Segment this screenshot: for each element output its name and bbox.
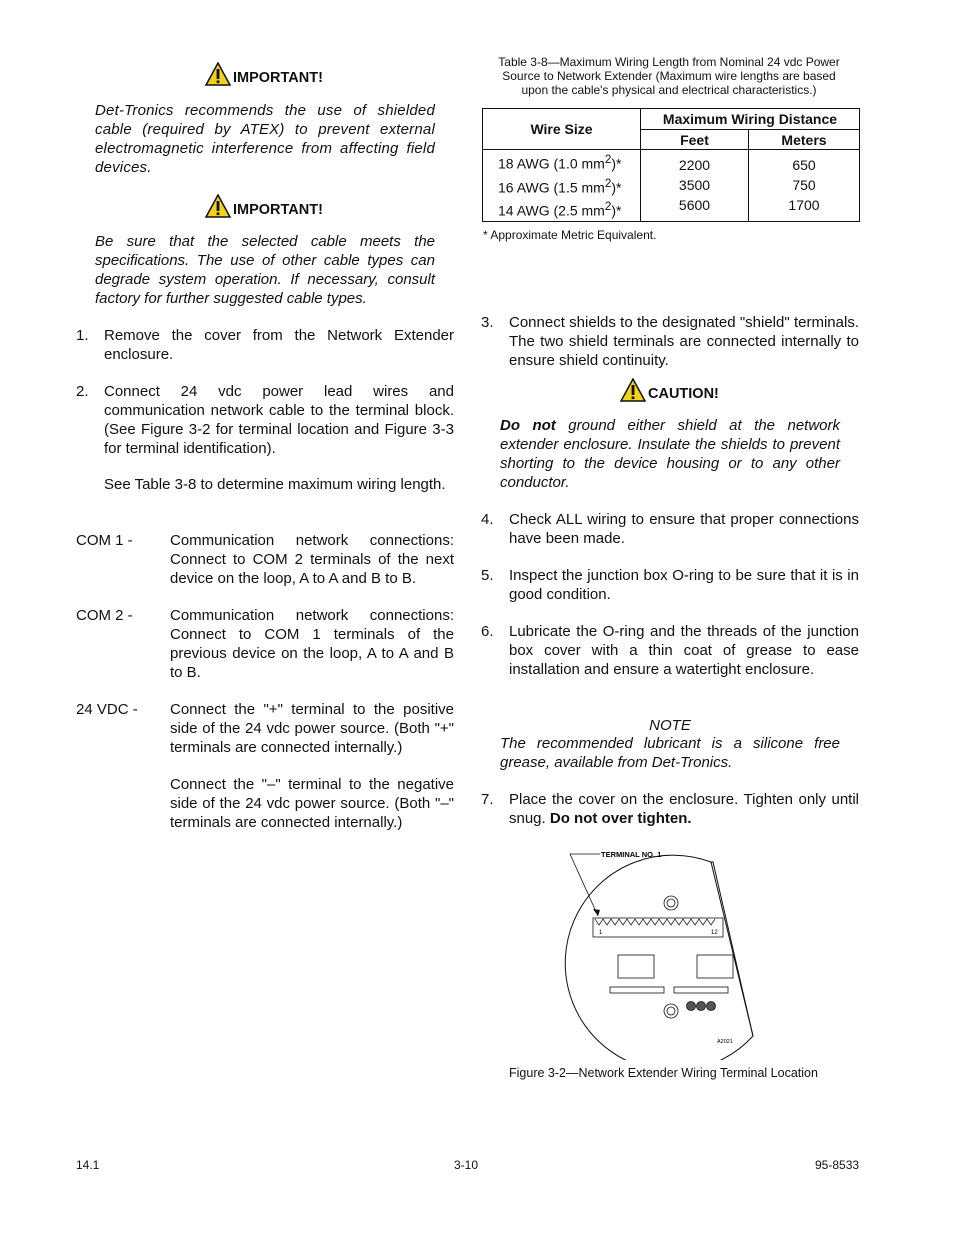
indicator-1	[687, 1002, 696, 1011]
step-2-table-reference: See Table 3-8 to determine maximum wiring length.	[104, 476, 446, 493]
vdc-item	[76, 700, 454, 760]
indicator-3	[707, 1002, 716, 1011]
caution-body: ground either shield at the network extender enclosure. Insulate the shields to prevent shorting to the device housing or to any other conductor.	[500, 417, 841, 491]
wire-size-cell	[483, 150, 641, 222]
terminal-first-label: 1	[599, 930, 603, 936]
table-footnote: * Approximate Metric Equivalent.	[483, 228, 657, 242]
important-text-1: Det-Tronics recommends the use of shielded cable (required by ATEX) to prevent external electromagnetic interference from affecting field devices.	[95, 102, 435, 176]
warning-triangle-icon	[620, 378, 646, 402]
terminal-location-figure	[560, 840, 860, 1060]
table-row: 16 AWG (1.5 $mm^2)*$	[498, 176, 622, 196]
step-text: Place the cover on the enclosure. Tighten only until snug. Do not over tighten.	[509, 791, 859, 827]
step-number: 6.	[481, 623, 494, 640]
step-number: 2.	[76, 383, 89, 400]
step-4	[481, 510, 859, 550]
com1-label: COM 1 -	[76, 532, 133, 549]
step-text: Check ALL wiring to ensure that proper connections have been made.	[509, 511, 859, 547]
header-wire-size: Wire Size	[483, 109, 641, 150]
vdc-label: 24 VDC -	[76, 701, 138, 718]
table-row: 14 AWG (2.5 $mm^2)*$	[498, 200, 622, 219]
screw-bottom-icon	[664, 1004, 678, 1018]
table-caption: Table 3-8—Maximum Wiring Length from Nominal 24 vdc Power Source to Network Extender (Maximum wire lengths are based upon the cable's physical and electrical characteristics.)	[498, 55, 840, 97]
terminal-last-label: 12	[711, 930, 718, 936]
component-right	[697, 955, 733, 978]
feet-cell: 2200 3500 5600	[641, 150, 749, 222]
step-6	[481, 622, 859, 702]
step-text: Connect 24 vdc power lead wires and communication network cable to the terminal block. (See Figure 3-2 for terminal location and Figure 3-3 for terminal identification).	[104, 383, 454, 457]
meters-cell: 650 750 1700	[749, 150, 860, 222]
figure-code: A2021	[717, 1039, 733, 1045]
step-2	[76, 382, 454, 462]
caution-heading: CAUTION!	[620, 378, 719, 402]
step-number: 7.	[481, 791, 494, 808]
com1-item	[76, 531, 454, 591]
leader-arrowhead	[593, 909, 600, 916]
vdc-text: Connect the "+" terminal to the positive side of the 24 vdc power source. (Both "+" terminals are connected internally.)	[170, 701, 454, 756]
connector-right	[674, 987, 728, 993]
enclosure-outline	[565, 855, 753, 1060]
important-heading-1: IMPORTANT!	[205, 62, 323, 86]
component-left	[618, 955, 654, 978]
terminal-no-1-label: TERMINAL NO. 1	[601, 850, 662, 859]
step-number: 1.	[76, 327, 89, 344]
warning-triangle-icon	[205, 194, 231, 218]
header-feet: Feet	[641, 130, 749, 150]
figure-caption: Figure 3-2—Network Extender Wiring Terminal Location	[509, 1066, 818, 1080]
step-5	[481, 566, 859, 606]
enclosure-edge	[711, 862, 753, 1036]
table-row: 18 AWG (1.0 $mm^2)*$	[498, 153, 622, 172]
step-text: Inspect the junction box O-ring to be sure that it is in good condition.	[509, 567, 859, 603]
note-text: The recommended lubricant is a silicone free grease, available from Det-Tronics.	[500, 735, 840, 771]
step-3	[481, 313, 859, 373]
leader-line	[570, 854, 598, 916]
step-1	[76, 326, 454, 366]
important-text-2: Be sure that the selected cable meets the specifications. The use of other cable types can degrade system operation. If necessary, consult factory for further suggested cable types.	[95, 233, 435, 307]
footer-document-number: 95-8533	[815, 1158, 860, 1172]
indicator-2	[697, 1002, 706, 1011]
vdc-negative-text: Connect the "–" terminal to the negative side of the 24 vdc power source. (Both "–" terminals are connected internally.)	[170, 776, 454, 831]
connector-left	[610, 987, 664, 993]
com2-label: COM 2 -	[76, 607, 133, 624]
terminal-teeth	[595, 919, 715, 925]
step-7	[481, 790, 859, 830]
important-heading-2: IMPORTANT!	[205, 194, 323, 218]
step-number: 4.	[481, 511, 494, 528]
com2-text: Communication network connections: Connect to COM 1 terminals of the previous device on the loop, A to A and B to B.	[170, 607, 454, 681]
header-meters: Meters	[749, 130, 860, 150]
screw-top-icon	[664, 896, 678, 910]
caution-bold-lead: Do not	[500, 417, 556, 434]
note-heading: NOTE	[649, 717, 691, 734]
step-number: 5.	[481, 567, 494, 584]
header-max-distance: Maximum Wiring Distance	[641, 109, 860, 130]
step-7-warning: Do not over tighten.	[549, 810, 692, 827]
wiring-table	[482, 108, 860, 222]
step-number: 3.	[481, 314, 494, 331]
warning-triangle-icon	[205, 62, 231, 86]
step-text: Lubricate the O-ring and the threads of the junction box cover with a thin coat of grease to ease installation and ensure a watertight enclosure.	[509, 623, 859, 678]
caution-text	[500, 416, 840, 492]
step-text: Remove the cover from the Network Extender enclosure.	[104, 327, 454, 363]
footer-page-number: 3-10	[454, 1158, 479, 1172]
footer-left: 14.1	[76, 1158, 100, 1172]
com1-text: Communication network connections: Connect to COM 2 terminals of the next device on the loop, A to A and B to B.	[170, 532, 454, 587]
com2-item	[76, 606, 454, 686]
step-text: Connect shields to the designated "shield" terminals. The two shield terminals are connected internally to ensure shield continuity.	[509, 314, 859, 369]
